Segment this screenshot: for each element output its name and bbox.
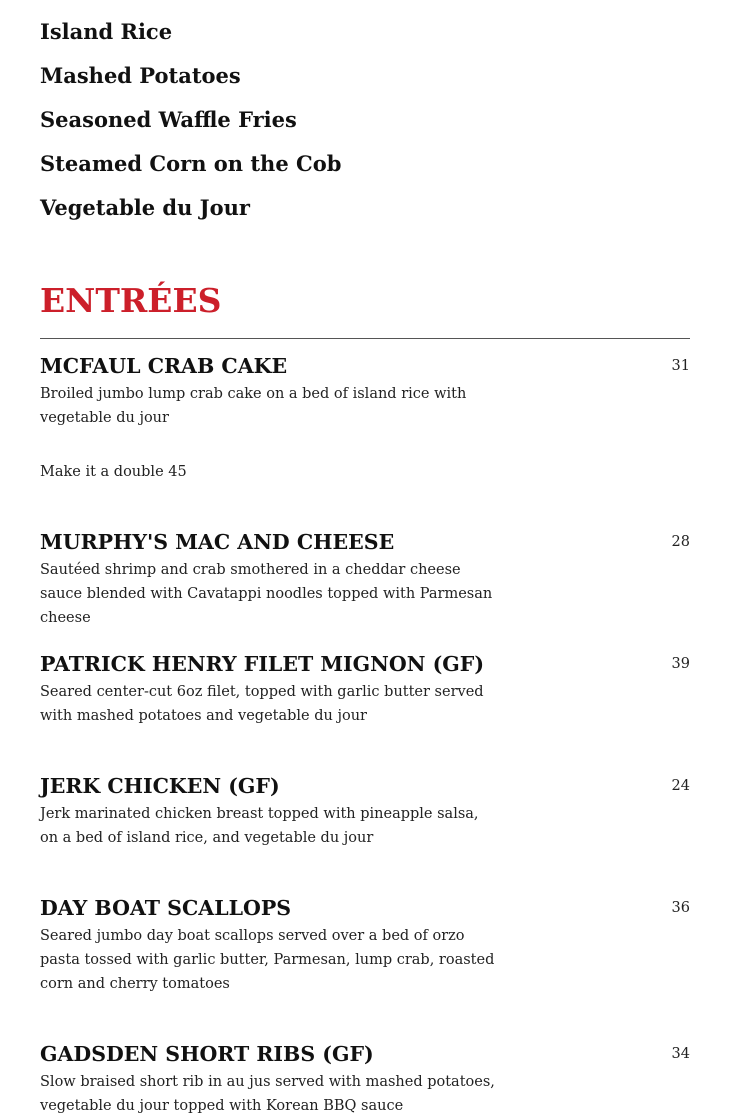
sides-list — [40, 10, 690, 230]
menu-item-name: JERK CHICKEN (GF) — [40, 774, 280, 798]
side-item-corn-on-the-cob: Steamed Corn on the Cob — [40, 151, 342, 176]
menu-item-name: GADSDEN SHORT RIBS (GF) — [40, 1042, 374, 1066]
menu-item-price: 36 — [671, 900, 690, 916]
menu-item-price: 34 — [671, 1046, 690, 1062]
menu-item-price: 31 — [671, 358, 690, 374]
side-item-mashed-potatoes: Mashed Potatoes — [40, 63, 241, 88]
menu-item-price: 28 — [671, 534, 690, 550]
menu-item-description: Seared center-cut 6oz filet, topped with garlic butter served with mashed potatoes and vegetable du jour — [40, 684, 484, 724]
side-item-island-rice: Island Rice — [40, 19, 173, 44]
section-title-entrees: ENTRÉES — [40, 281, 222, 320]
menu-item-crab-cake — [40, 352, 690, 484]
menu-item-name: DAY BOAT SCALLOPS — [40, 896, 292, 920]
menu-item-description: Seared jumbo day boat scallops served over a bed of orzo pasta tossed with garlic butter, Parmesan, lump crab, roasted corn and cherry tomatoes — [40, 928, 495, 992]
menu-item-name: PATRICK HENRY FILET MIGNON (GF) — [40, 652, 485, 676]
menu-item-name: MCFAUL CRAB CAKE — [40, 354, 288, 378]
menu-item-mac-and-cheese — [40, 528, 690, 630]
menu-item-price: 39 — [671, 656, 690, 672]
section-divider — [40, 338, 690, 339]
side-item-vegetable-du-jour: Vegetable du Jour — [40, 195, 250, 220]
menu-item-description: Sautéed shrimp and crab smothered in a cheddar cheese sauce blended with Cavatappi noodles topped with Parmesan cheese — [40, 562, 493, 626]
menu-item-day-boat-scallops — [40, 894, 690, 996]
menu-item-description: Broiled jumbo lump crab cake on a bed of island rice with vegetable du jour — [40, 386, 467, 426]
menu-item-note: Make it a double 45 — [40, 464, 187, 480]
menu-item-description: Slow braised short rib in au jus served with mashed potatoes, vegetable du jour topped with Korean BBQ sauce — [40, 1074, 495, 1114]
menu-item-name: MURPHY'S MAC AND CHEESE — [40, 530, 395, 554]
menu-item-filet-mignon — [40, 650, 690, 728]
menu-item-price: 24 — [671, 778, 690, 794]
menu-item-jerk-chicken — [40, 772, 690, 850]
menu-item-description: Jerk marinated chicken breast topped with pineapple salsa, on a bed of island rice, and vegetable du jour — [40, 806, 479, 846]
menu-item-short-ribs — [40, 1040, 690, 1118]
side-item-waffle-fries: Seasoned Waffle Fries — [40, 107, 297, 132]
